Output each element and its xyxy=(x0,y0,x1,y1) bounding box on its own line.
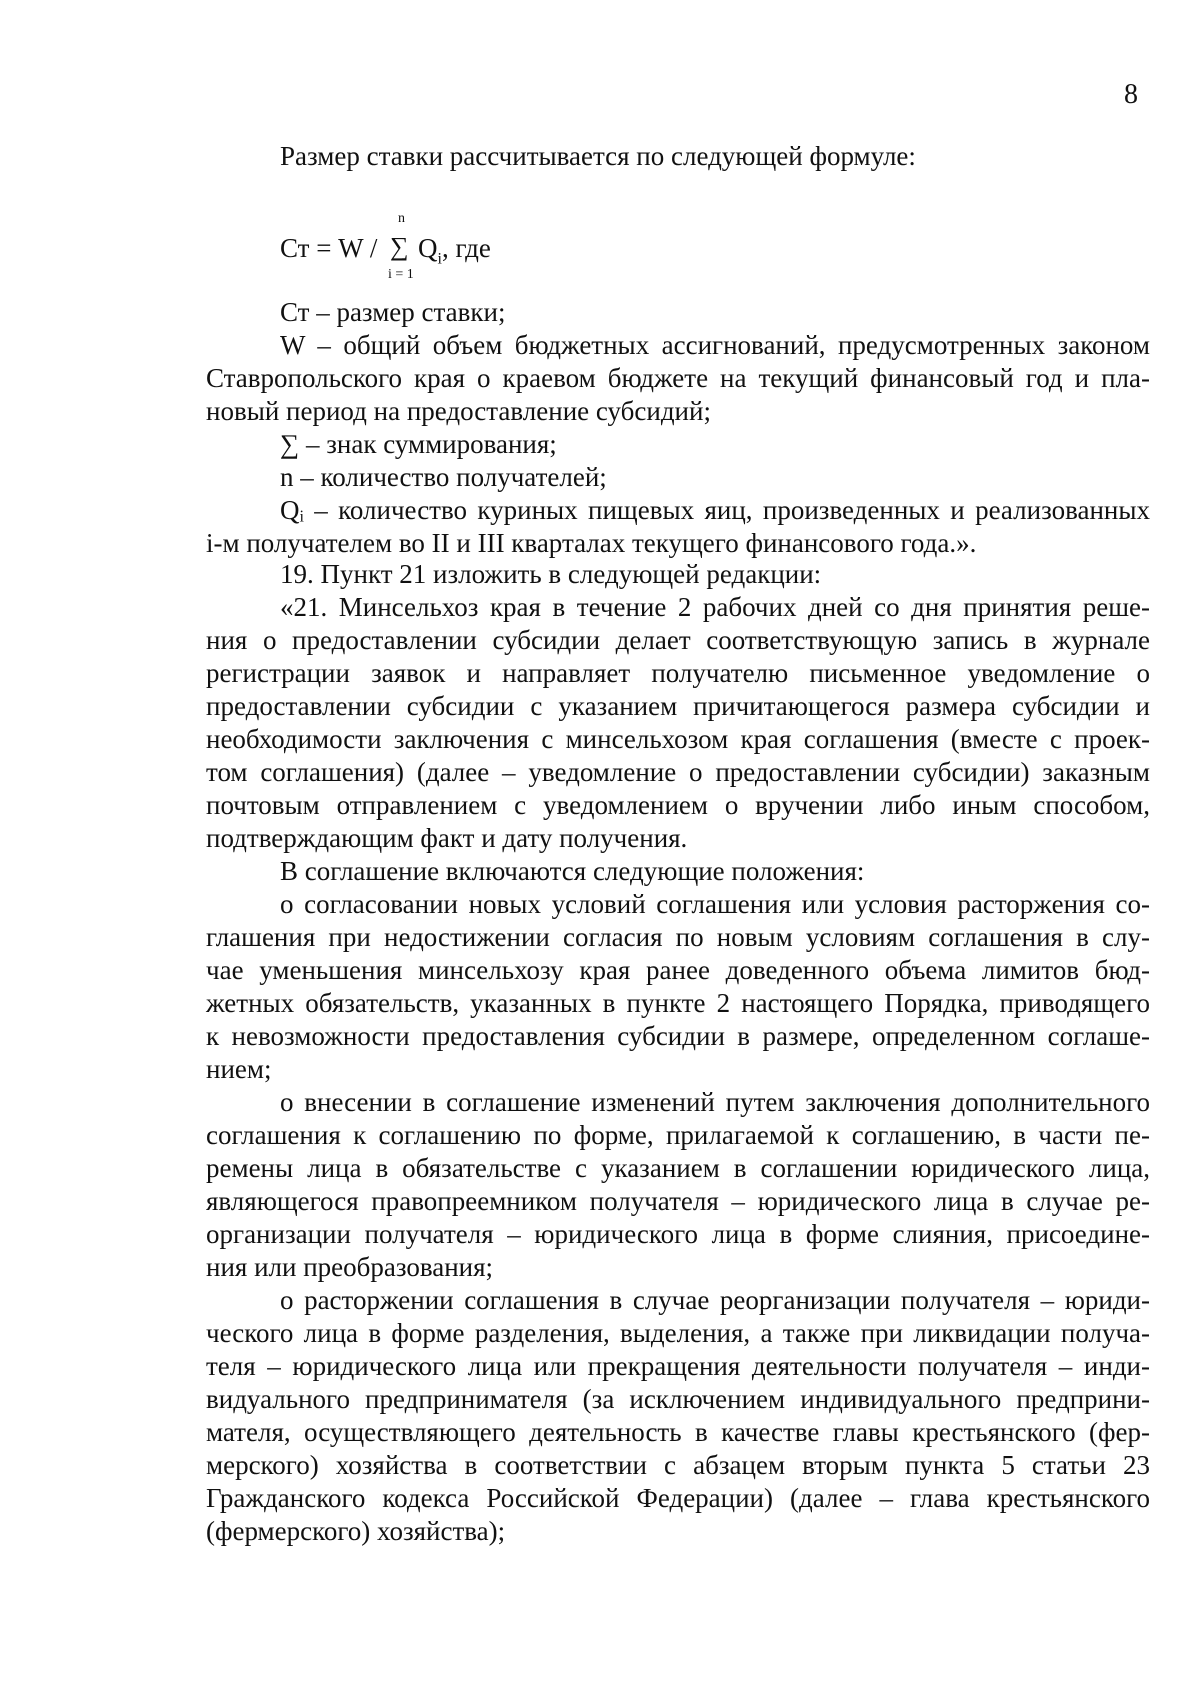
body-line: подтверждающим факт и дату получения. xyxy=(206,823,688,853)
body-line: чае уменьшения минсельхозу края ранее доведенного объема лимитов бюд- xyxy=(206,955,1150,985)
body-line: ремены лица в обязательстве с указанием в соглашении юридического лица, xyxy=(206,1153,1150,1183)
formula-tail: , где xyxy=(441,233,491,263)
page-number: 8 xyxy=(1124,79,1138,110)
body-line: глашения при недостижении согласия по новым условиям соглашения в слу- xyxy=(206,922,1150,952)
intro-line: Размер ставки рассчитывается по следующей формуле: xyxy=(280,141,916,171)
body-line: к невозможности предоставления субсидии в размере, определенном соглаше- xyxy=(206,1021,1150,1051)
item-19-heading: 19. Пункт 21 изложить в следующей редакции: xyxy=(280,559,822,589)
body-line: необходимости заключения с минсельхозом края соглашения (вместе с проек- xyxy=(206,724,1150,754)
definition-line: Qᵢ – количество куриных пищевых яиц, произведенных и реализованных xyxy=(280,495,1150,525)
definition-line: W – общий объем бюджетных ассигнований, предусмотренных законом xyxy=(280,330,1150,360)
sigma-icon: ∑ xyxy=(390,232,409,261)
body-line: почтовым отправлением с уведомлением о вручении либо иным способом, xyxy=(206,790,1150,820)
body-line: о внесении в соглашение изменений путем заключения дополнительного xyxy=(280,1087,1150,1117)
body-line: ния или преобразования; xyxy=(206,1252,494,1282)
body-line: (фермерского) хозяйства); xyxy=(206,1516,506,1546)
formula-rhs xyxy=(418,232,491,275)
body-line: «21. Минсельхоз края в течение 2 рабочих дней со дня принятия реше- xyxy=(280,592,1150,622)
body-line: видуального предпринимателя (за исключением индивидуального предприни- xyxy=(206,1384,1150,1414)
formula-term: Q xyxy=(418,233,438,263)
body-line: ческого лица в форме разделения, выделения, а также при ликвидации получа- xyxy=(206,1318,1150,1348)
body-line: жетных обязательств, указанных в пункте 2 настоящего Порядка, приводящего xyxy=(206,988,1150,1018)
body-line: мерского) хозяйства в соответствии с абзацем вторым пункта 5 статьи 23 xyxy=(206,1450,1150,1480)
body-line: нием; xyxy=(206,1054,272,1084)
body-line: о согласовании новых условий соглашения или условия расторжения со- xyxy=(280,889,1150,919)
summation-lower-limit: i = 1 xyxy=(388,267,414,282)
body-line: предоставлении субсидии с указанием причитающегося размера субсидии и xyxy=(206,691,1150,721)
body-line: том соглашения) (далее – уведомление о предоставлении субсидии) заказным xyxy=(206,757,1150,787)
body-line: теля – юридического лица или прекращения деятельности получателя – инди- xyxy=(206,1351,1150,1381)
summation-upper-limit: n xyxy=(398,211,405,226)
body-line: Гражданского кодекса Российской Федерации) (далее – глава крестьянского xyxy=(206,1483,1150,1513)
body-line: регистрации заявок и направляет получателю письменное уведомление о xyxy=(206,658,1150,688)
definition-line: Ставропольского края о краевом бюджете на текущий финансовый год и пла- xyxy=(206,363,1150,393)
body-line: соглашения к соглашению по форме, прилагаемой к соглашению, в части пе- xyxy=(206,1120,1150,1150)
formula-term-subscript: i xyxy=(437,250,442,268)
item-19-block xyxy=(206,558,1150,1548)
body-line: ния о предоставлении субсидии делает соответствующую запись в журнале xyxy=(206,625,1150,655)
definition-line: n – количество получателей; xyxy=(280,462,607,492)
definition-line: новый период на предоставление субсидий; xyxy=(206,396,711,426)
body-line: мателя, осуществляющего деятельность в качестве главы крестьянского (фер- xyxy=(206,1417,1150,1447)
intro-paragraph xyxy=(206,140,1150,173)
formula-lhs: Ст = W / xyxy=(280,233,378,263)
rate-formula xyxy=(280,206,700,286)
definitions-block xyxy=(206,296,1150,560)
definition-line: ∑ – знак суммирования; xyxy=(280,429,557,459)
body-line: В соглашение включаются следующие положения: xyxy=(280,856,865,886)
body-line: о расторжении соглашения в случае реорганизации получателя – юриди- xyxy=(280,1285,1150,1315)
body-line: являющегося правопреемником получателя – юридического лица в случае ре- xyxy=(206,1186,1150,1216)
definition-line: Ст – размер ставки; xyxy=(280,297,506,327)
body-line: организации получателя – юридического лица в форме слияния, присоедине- xyxy=(206,1219,1150,1249)
definition-line: i-м получателем во II и III кварталах текущего финансового года.». xyxy=(206,528,977,558)
